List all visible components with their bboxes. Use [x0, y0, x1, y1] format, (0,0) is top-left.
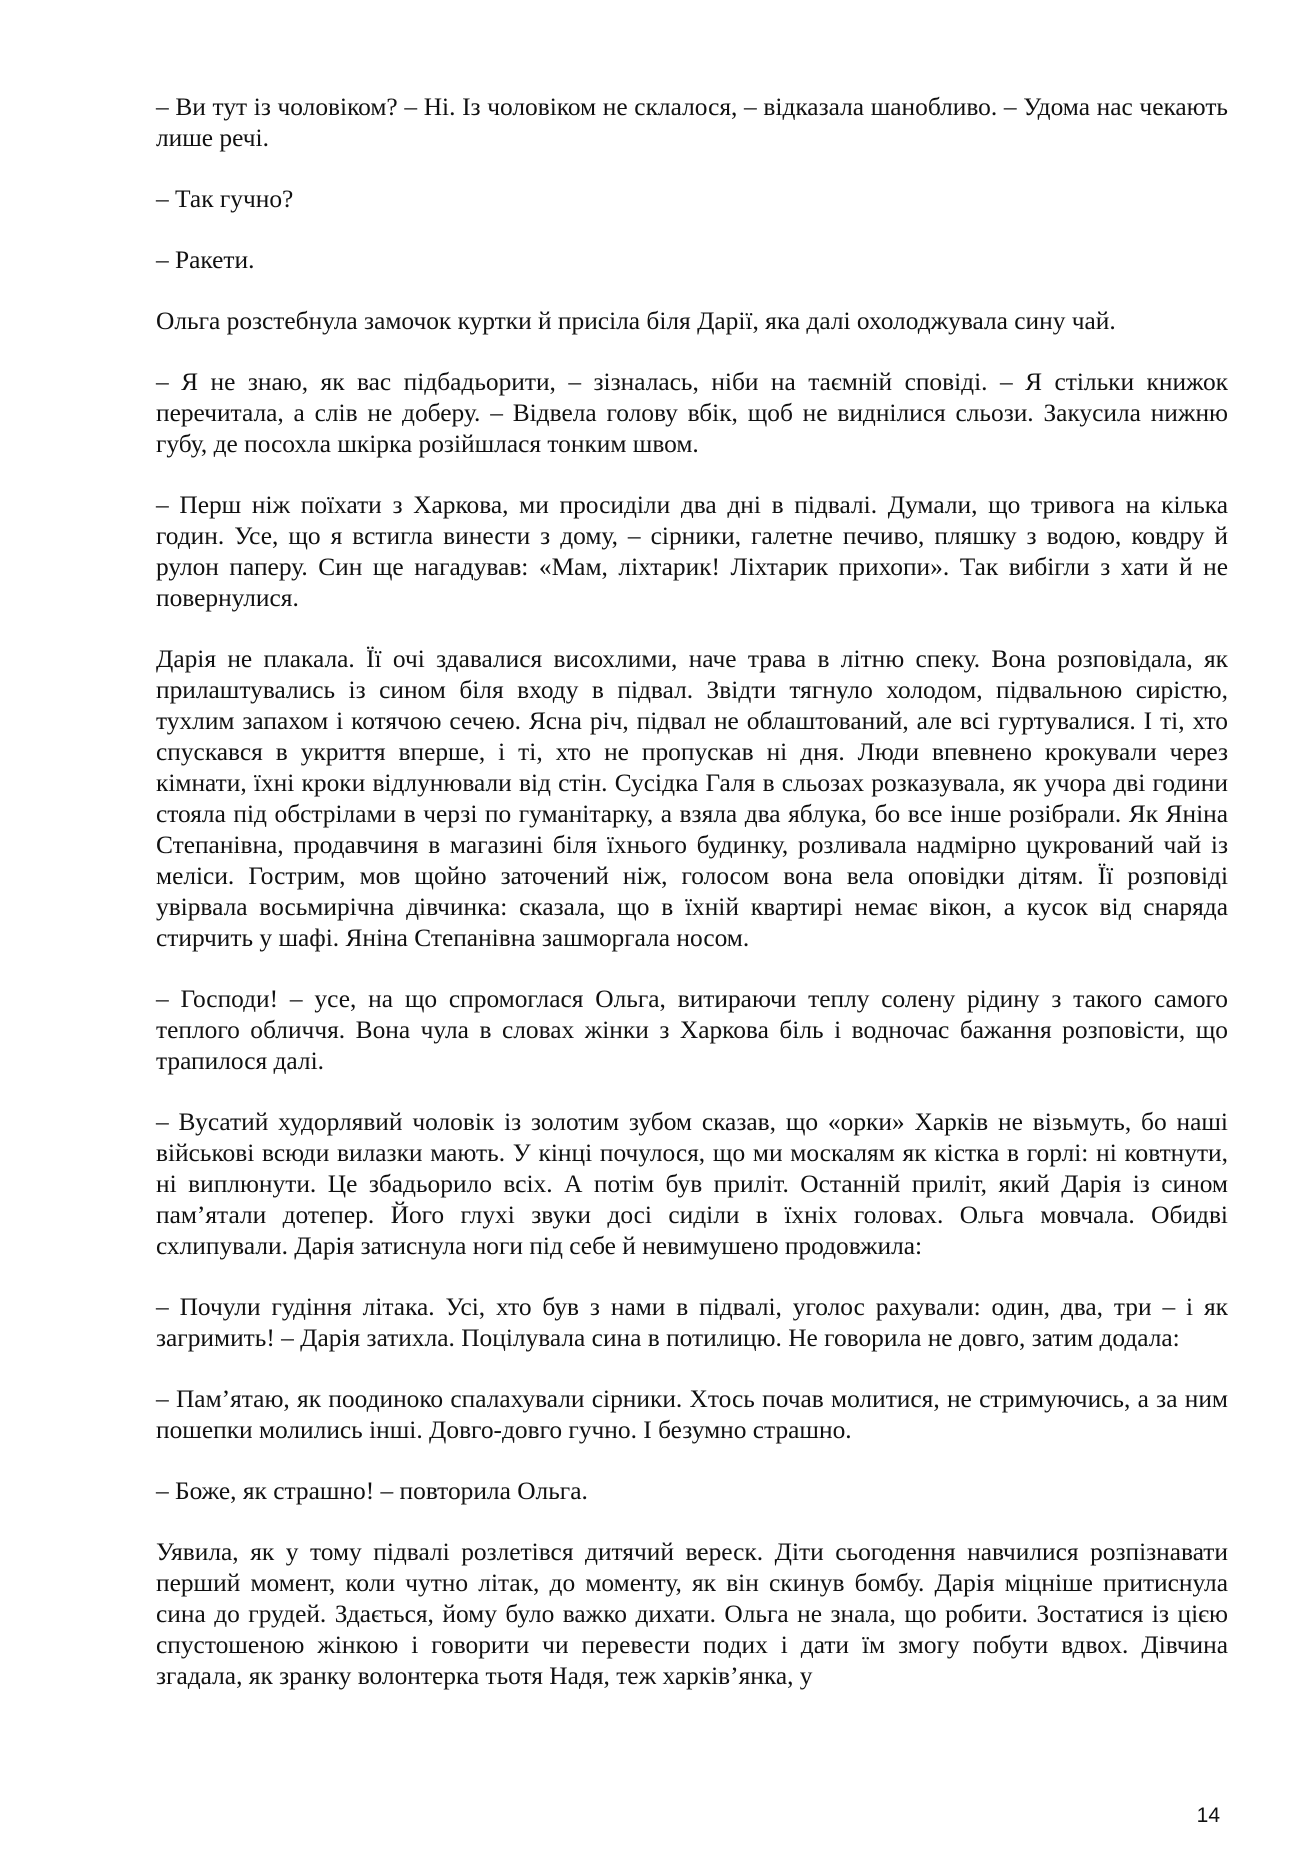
paragraph: – Так гучно?: [156, 185, 294, 213]
paragraph: – Вусатий худорлявий чоловік із золотим зубом сказав, що «орки» Харків не візьмуть, бо наші військові всюди вилазки мають. У кінці почулося, що ми москалям як кістка в горлі: ні ковтнути, ні виплюнути. Це збадьорило всіх. А потім був приліт. Останній приліт, який Дарія із сином пам’ятали дотепер. Його глухі звуки досі сиділи в їхніх головах. Ольга мовчала. Обидві схлипували. Дарія затиснула ноги під себе й невимушено продовжила:: [156, 1108, 1228, 1260]
paragraph: – Ви тут із чоловіком? – Ні. Із чоловіком не склалося, – відказала шанобливо. – Удома нас чекають лише речі.: [156, 93, 1228, 152]
page-number: 14: [1196, 1804, 1220, 1827]
paragraph: Уявила, як у тому підвалі розлетівся дитячий вереск. Діти сьогодення навчилися розпізнавати перший момент, коли чутно літак, до моменту, як він скинув бомбу. Дарія міцніше притиснула сина до грудей. Здається, йому було важко дихати. Ольга не знала, що робити. Зостатися із цією спустошеною жінкою і говорити чи перевести подих і дати їм змогу побути вдвох. Дівчина згадала, як зранку волонтерка тьотя Надя, теж харків’янка, у: [156, 1538, 1228, 1690]
paragraph: – Ракети.: [156, 246, 255, 274]
paragraph: – Боже, як страшно! – повторила Ольга.: [156, 1477, 588, 1505]
paragraph: – Перш ніж поїхати з Харкова, ми просиділи два дні в підвалі. Думали, що тривога на кілька годин. Усе, що я встигла винести з дому, – сірники, галетне печиво, пляшку з водою, ковдру й рулон паперу. Син ще нагадував: «Мам, ліхтарик! Ліхтарик прихопи». Так вибігли з хати й не повернулися.: [156, 491, 1228, 612]
paragraph: Ольга розстебнула замочок куртки й присіла біля Дарії, яка далі охолоджувала сину чай.: [156, 307, 1116, 335]
paragraph: – Господи! – усе, на що спромоглася Ольга, витираючи теплу солену рідину з такого самого теплого обличчя. Вона чула в словах жінки з Харкова біль і водночас бажання розповісти, що трапилося далі.: [156, 985, 1228, 1075]
paragraph: – Пам’ятаю, як поодиноко спалахували сірники. Хтось почав молитися, не стримуючись, а за ним пошепки молились інші. Довго-довго гучно. І безумно страшно.: [156, 1385, 1228, 1444]
paragraph: Дарія не плакала. Її очі здавалися висохлими, наче трава в літню спеку. Вона розповідала, як прилаштувались із сином біля входу в підвал. Звідти тягнуло холодом, підвальною сирістю, тухлим запахом і котячою сечею. Ясна річ, підвал не облаштований, але всі гуртувалися. І ті, хто спускався в укриття вперше, і ті, хто не пропускав ні дня. Люди впевнено крокували через кімнати, їхні кроки відлунювали від стін. Сусідка Галя в сльозах розказувала, як учора дві години стояла під обстрілами в черзі по гуманітарку, а взяла два яблука, бо все інше розібрали. Як Яніна Степанівна, продавчиня в магазині біля їхнього будинку, розливала надмірно цукрований чай із меліси. Гострим, мов щойно заточений ніж, голосом вона вела оповідки дітям. Її розповіді увірвала восьмирічна дівчинка: сказала, що в їхній квартирі немає вікон, а кусок від снаряда стирчить у шафі. Яніна Степанівна зашморгала носом.: [156, 645, 1228, 952]
page-body: [156, 92, 1228, 1722]
paragraph: – Почули гудіння літака. Усі, хто був з нами в підвалі, уголос рахували: один, два, три – і як загримить! – Дарія затихла. Поцілувала сина в потилицю. Не говорила не довго, затим додала:: [156, 1293, 1228, 1352]
paragraph: – Я не знаю, як вас підбадьорити, – зізналась, ніби на таємній сповіді. – Я стільки книжок перечитала, а слів не доберу. – Відвела голову вбік, щоб не виднілися сльози. Закусила нижню губу, де посохла шкірка розійшлася тонким швом.: [156, 368, 1228, 458]
